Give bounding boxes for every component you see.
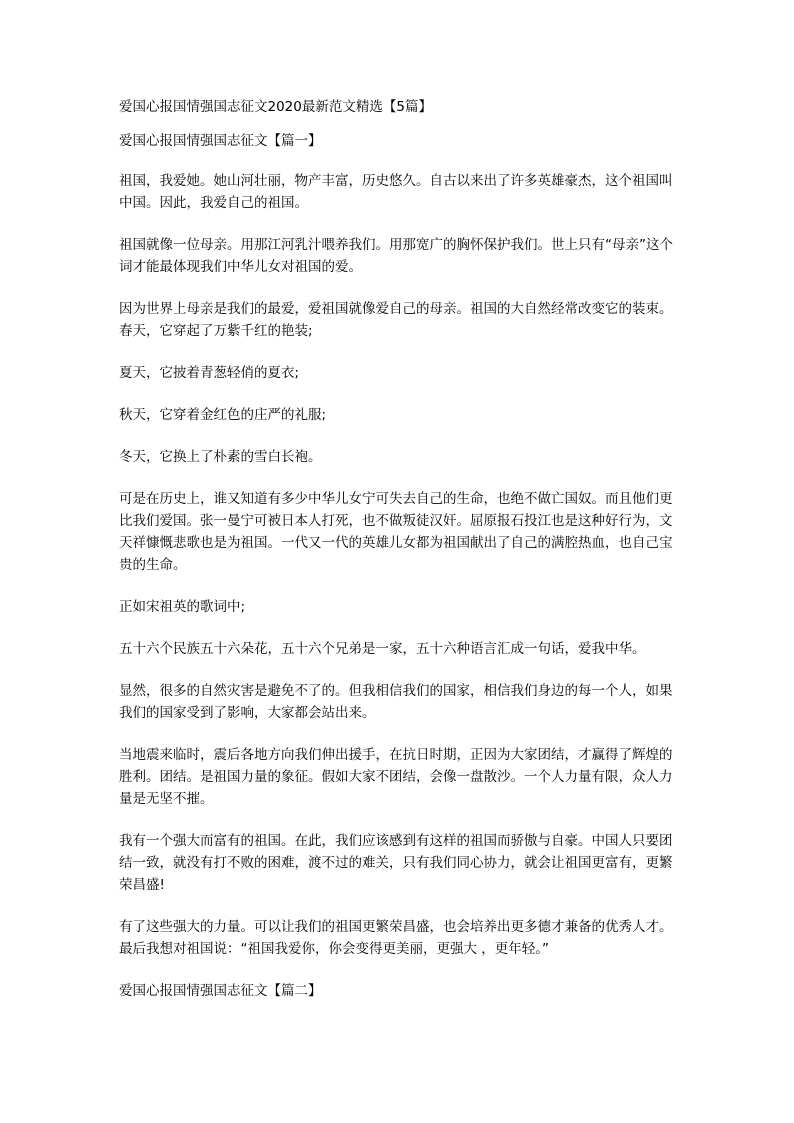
paragraph: 夏天，它披着青葱轻俏的夏衣; (119, 365, 300, 381)
section-heading-2: 爱国心报国情强国志征文【篇二】 (119, 983, 322, 999)
paragraph: 显然，很多的自然灾害是避免不了的。但我相信我们的国家，相信我们身边的每一个人，如果我们的国家受到了影响，大家都会站出来。 (119, 683, 673, 721)
paragraph: 当地震来临时，震后各地方向我们伸出援手，在抗日时期，正因为大家团结，才赢得了辉煌的胜利。团结。是祖国力量的象征。假如大家不团结，会像一盘散沙。一个人力量有限，众人力量是无坚不摧。 (119, 747, 673, 807)
paragraph: 有了这些强大的力量。可以让我们的祖国更繁荣昌盛，也会培养出更多德才兼备的优秀人才。最后我想对祖国说：“祖国我爱你，你会变得更美丽，更强大 ，更年轻。” (119, 919, 673, 957)
paragraph: 祖国，我爱她。她山河壮丽，物产丰富，历史悠久。自古以来出了许多英雄豪杰，这个祖国叫中国。因此，我爱自己的祖国。 (119, 173, 673, 211)
paragraph: 冬天，它换上了朴素的雪白长袍。 (119, 449, 322, 465)
paragraph: 因为世界上母亲是我们的最爱，爱祖国就像爱自己的母亲。祖国的大自然经常改变它的装束。春天，它穿起了万紫千红的艳装; (119, 301, 673, 339)
paragraph: 祖国就像一位母亲。用那江河乳汁喂养我们。用那宽广的胸怀保护我们。世上只有“母亲”这个词才能最体现我们中华儿女对祖国的爱。 (119, 237, 673, 275)
paragraph: 秋天，它穿着金红色的庄严的礼服; (119, 407, 327, 423)
section-heading-1: 爱国心报国情强国志征文【篇一】 (119, 133, 322, 149)
paragraph: 可是在历史上，谁又知道有多少中华儿女宁可失去自己的生命，也绝不做亡国奴。而且他们更比我们爱国。张一曼宁可被日本人打死，也不做叛徒汉奸。屈原报石投江也是这种好行为，文天祥慷慨悲歌也是为祖国。一代又一代的英雄儿女都为祖国献出了自己的满腔热血，也自己宝贵的生命。 (119, 491, 673, 573)
paragraph: 五十六个民族五十六朵花，五十六个兄弟是一家，五十六种语言汇成一句话，爱我中华。 (119, 641, 646, 657)
paragraph: 我有一个强大而富有的祖国。在此，我们应该感到有这样的祖国而骄傲与自豪。中国人只要团结一致，就没有打不败的困难，渡不过的难关，只有我们同心协力，就会让祖国更富有，更繁荣昌盛! (119, 833, 673, 893)
document-page (119, 96, 684, 1002)
document-title: 爱国心报国情强国志征文2020最新范文精选【5篇】 (119, 99, 432, 115)
paragraph: 正如宋祖英的歌词中; (119, 599, 246, 615)
